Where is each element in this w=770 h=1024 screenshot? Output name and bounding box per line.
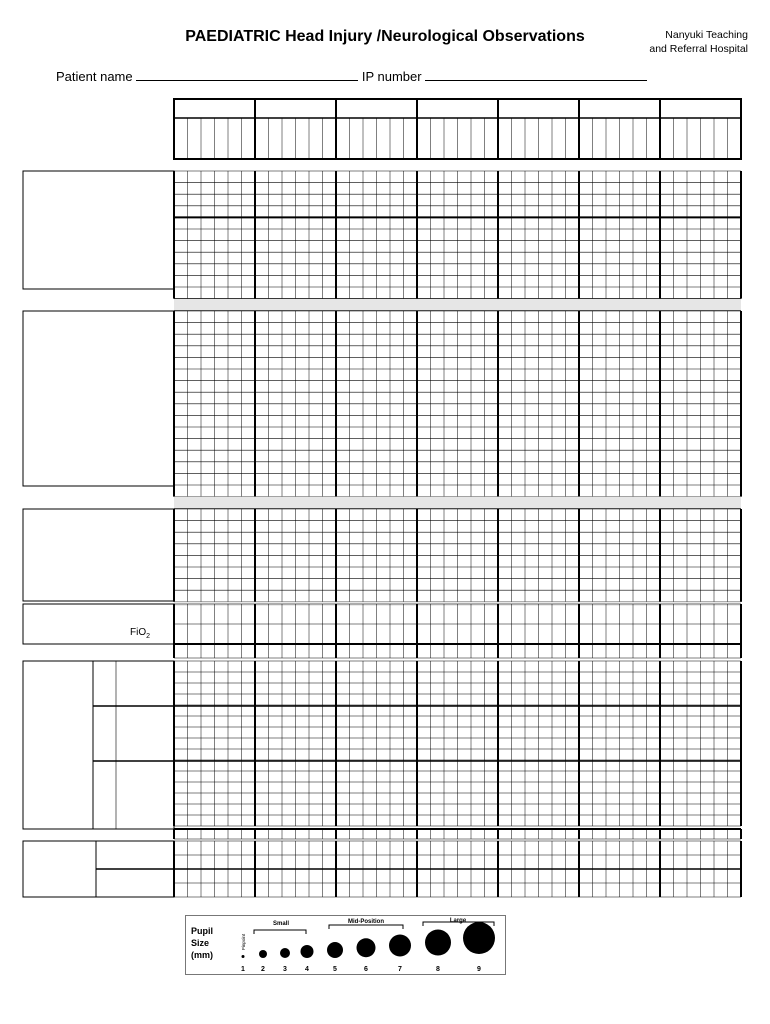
gcs-label-box (23, 661, 174, 829)
time-slot-label (648, 117, 658, 157)
time-slot-label (662, 117, 672, 157)
pupil-size-number: 1 (241, 966, 245, 973)
temperature-label-box (23, 171, 174, 289)
pupil-size-number: 6 (364, 966, 368, 973)
time-slot-label (216, 117, 226, 157)
time-slot-label (392, 117, 402, 157)
pupil-size-circle (463, 922, 495, 954)
pupil-size-number: 4 (305, 966, 309, 973)
small-bracket (254, 930, 306, 934)
time-slot-label (176, 117, 186, 157)
time-slot-label (608, 117, 618, 157)
time-slot-label (621, 117, 631, 157)
time-slot-label (230, 117, 240, 157)
ip-number-label: IP number (361, 69, 422, 84)
fio2-label (130, 627, 170, 643)
pupil-key-title-line: (mm) (191, 950, 213, 960)
pupil-size-number: 9 (477, 966, 481, 973)
pupil-size-circle (280, 948, 290, 958)
hospital-line-1: Nanyuki Teaching (665, 29, 748, 41)
pupils-right-label (96, 840, 106, 870)
time-label (160, 136, 170, 166)
time-slot-label (446, 117, 456, 157)
time-slot-label (432, 117, 442, 157)
pupil-size-number: 5 (333, 966, 337, 973)
pupil-size-number: 7 (398, 966, 402, 973)
time-slot-label (284, 117, 294, 157)
pupil-size-number: 2 (261, 966, 265, 973)
mid-position-label: Mid-Position (348, 919, 384, 925)
pupil-key-title-line: Pupil (191, 926, 213, 936)
small-label: Small (272, 921, 290, 927)
pupil-size-circle (425, 930, 451, 956)
pupil-size-circle (259, 950, 267, 958)
time-slot-label (567, 117, 577, 157)
time-slot-label (473, 117, 483, 157)
time-slot-label (527, 117, 537, 157)
heart-rate-label-box (23, 311, 174, 486)
time-slot-label (189, 117, 199, 157)
time-slot-label (513, 117, 523, 157)
time-slot-label (716, 117, 726, 157)
time-slot-label (702, 117, 712, 157)
time-slot-label (311, 117, 321, 157)
hospital-line-2: and Referral Hospital (649, 43, 748, 55)
time-slot-label (270, 117, 280, 157)
pinpoint-label: Pinpoint (241, 933, 246, 951)
pupil-size-key (185, 915, 506, 975)
respiratory-label-box (23, 509, 174, 601)
fio2-text: FiO (130, 627, 147, 638)
time-slot-label (540, 117, 550, 157)
pupil-size-circle (327, 942, 343, 958)
time-slot-label (635, 117, 645, 157)
pupil-size-number: 3 (283, 966, 287, 973)
patient-name-label: Patient name (56, 69, 133, 84)
time-slot-label (324, 117, 334, 157)
pupil-key-title-line: Size (191, 938, 210, 948)
grey-spacer (174, 299, 741, 311)
time-slot-label (243, 117, 253, 157)
gcs-eyes-label (100, 663, 110, 703)
time-slot-label (365, 117, 375, 157)
pupil-size-circle (389, 935, 411, 957)
pupil-size-circle (301, 945, 314, 958)
time-slot-label (405, 117, 415, 157)
gcs-motor-label (100, 773, 110, 813)
time-slot-label (257, 117, 267, 157)
time-slot-label (729, 117, 739, 157)
time-slot-label (459, 117, 469, 157)
large-label: Large (449, 918, 467, 924)
fio2-subscript: 2 (146, 633, 151, 640)
time-slot-label (338, 117, 348, 157)
gcs-verbal-label (100, 713, 110, 753)
time-slot-label (203, 117, 213, 157)
time-slot-label (689, 117, 699, 157)
time-slot-label (594, 117, 604, 157)
grey-spacer (174, 497, 741, 509)
pupil-size-number: 8 (436, 966, 440, 973)
time-slot-label (581, 117, 591, 157)
time-slot-label (297, 117, 307, 157)
time-slot-label (675, 117, 685, 157)
time-slot-label (500, 117, 510, 157)
mid-bracket (329, 925, 403, 929)
time-slot-label (486, 117, 496, 157)
pupils-left-label (96, 868, 106, 898)
time-slot-label (554, 117, 564, 157)
form-title: PAEDIATRIC Head Injury /Neurological Observations (185, 28, 585, 45)
pupil-size-circle (357, 938, 376, 957)
pupil-size-diagram (186, 916, 505, 974)
pupil-size-circle (242, 955, 245, 958)
time-slot-label (419, 117, 429, 157)
time-slot-label (378, 117, 388, 157)
time-slot-label (351, 117, 361, 157)
